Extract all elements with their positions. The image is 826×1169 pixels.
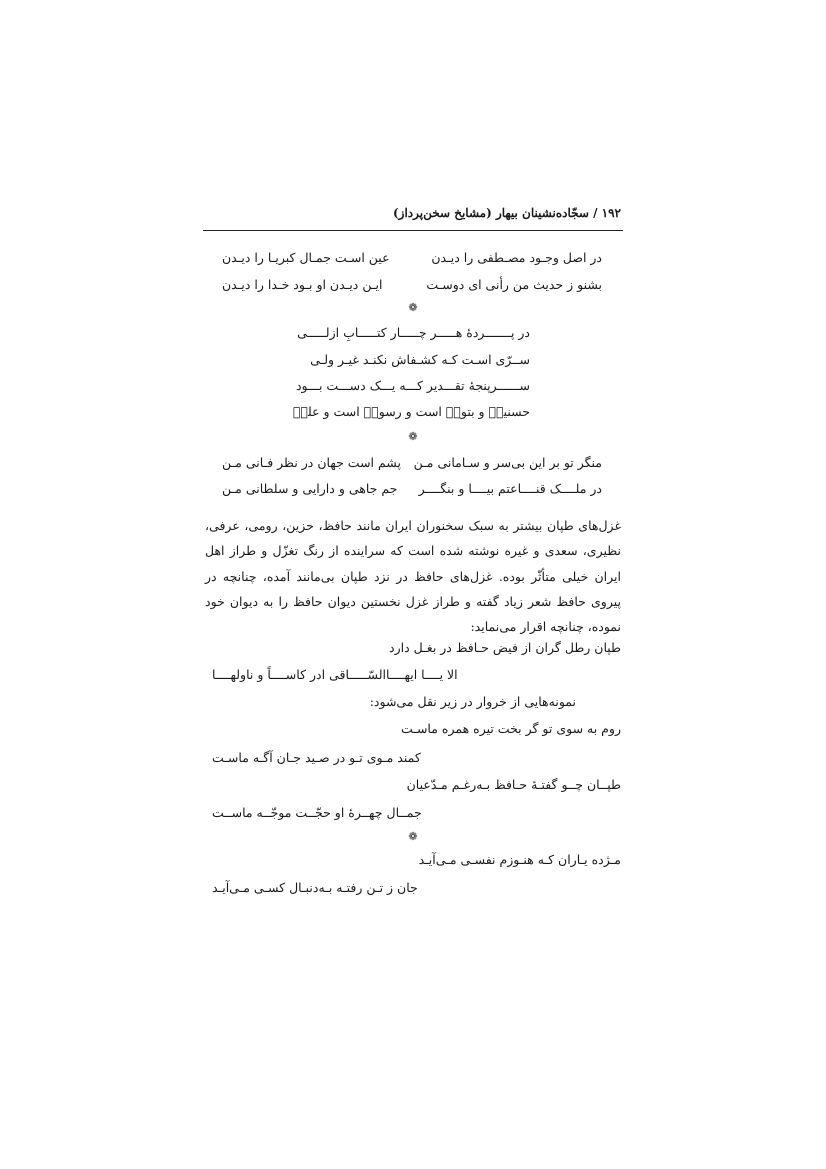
verse-line: روم به سوی تو گر بخت تیره همره ماسـت: [401, 721, 621, 736]
hemistich-1: در اصل وجـود مصـطفی را دیـدن: [431, 250, 602, 265]
hemistich-2: جم جاهی و دارایی و سلطانی مـن: [222, 481, 398, 496]
verse-line: طپان رطل گران از فیض حـافظ در بغـل دارد: [389, 640, 621, 655]
verse-line: جان ز تـن رفتـه بـه‌دنبـال کسـی مـی‌آیـد: [212, 880, 418, 895]
running-header: ۱۹۲ / سجّاده‌نشینان بیهار (مشایخ سخن‌پرداز): [392, 206, 621, 220]
body-paragraph: غزل‌های طپان بیشتر به سبک سخنوران ایران مانند حافظ، حزین، رومی، عرفی، نظیری، سعدی و غیره نوشته شده است که سراینده از رنگ تغزّل و طراز اهل ایران خیلی متأثّر بوده. غزل‌های حافظ در نزد طپان بی‌مانند آمده، چنانچه در پیروی حافظ شعر زیاد گفته و طراز غزل نخستین دیوان حافظ را به دیوان خود نموده، چنانچه اقرار می‌نماید:: [205, 518, 621, 635]
section-separator: ❁: [408, 430, 418, 443]
verse-line: طپــان چــو گفتـهٔ حـافظ بـه‌رغـم مـدّعیان: [406, 777, 621, 792]
hemistich-2: عین اسـت جمـال کبریـا را دیـدن: [222, 250, 390, 265]
couplet-4: [222, 481, 602, 501]
hemistich-2: ایـن دیـدن او بـود خـدا را دیـدن: [222, 277, 383, 292]
verse-line: مـژده یـاران کـه هنـوزم نفسـی مـی‌آیـد: [418, 852, 621, 867]
couplet-1: [222, 250, 602, 270]
hemistich-1: منگر تو بر این بی‌سر و سـامانی مـن: [413, 455, 602, 470]
verse-line: کمند مـوی تـو در صـید جـان آگـه ماسـت: [212, 750, 421, 765]
intro-line: نمونه‌هایی از خروار در زیر نقل می‌شود:: [369, 694, 576, 709]
quatrain-line-1: در پـــــــردهٔ هـــــر چـــــار کتـــــابِ ازلـــــی: [297, 325, 530, 340]
couplet-2: [222, 277, 602, 297]
verse-line: الا یــــا ایهــــاالسّـــــاقی ادر کاســــاً و ناولهــــا: [212, 667, 458, 682]
header-rule: [203, 230, 623, 231]
section-separator: ❁: [408, 301, 418, 314]
hemistich-2: پشم است جهان در نظر فـانی مـن: [222, 455, 401, 470]
quatrain-line-4: حسنینؑ و بتولؑ است و رسولؐ است و علیؐ: [292, 404, 530, 419]
quatrain-line-2: ســرّی اسـت کـه کشـفاش نکنـد غیـر ولـی: [310, 352, 530, 367]
verse-line: جمــال چهــرهٔ او حجّــت موجّــه ماســت: [212, 805, 422, 820]
section-separator: ❁: [408, 830, 418, 843]
quatrain-line-3: ســــــرپنجهٔ تقـــدیر کـــه یـــک دســـت بـــود: [295, 378, 530, 393]
hemistich-1: در ملــــک قنــــاعتم بیــــا و بنگــــر: [418, 481, 602, 496]
couplet-3: [222, 455, 602, 475]
hemistich-1: بشنو ز حدیث من رأنی ای دوسـت: [426, 277, 602, 292]
